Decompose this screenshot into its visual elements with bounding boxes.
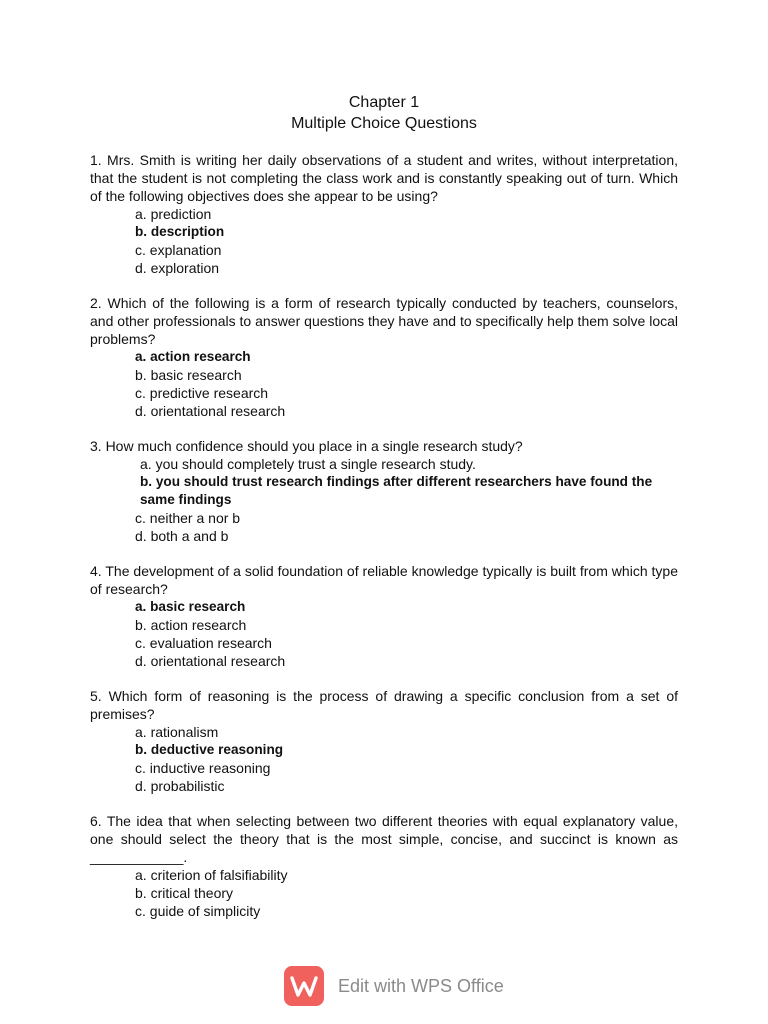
option-d: d. orientational research	[135, 403, 286, 419]
question-2	[90, 294, 678, 420]
document-page	[90, 92, 678, 937]
option-c: c. neither a nor b	[135, 510, 241, 526]
question-stem: 1. Mrs. Smith is writing her daily observations of a student and writes, without interpretation, that the student is not completing the class work and is constantly speaking out of turn. Which of the following objectives does she appear to be using?	[90, 152, 678, 204]
question-stem: 5. Which form of reasoning is the process of drawing a specific conclusion from a set of premises?	[90, 688, 678, 722]
question-1	[90, 151, 678, 277]
option-list	[90, 205, 678, 277]
option-c: c. inductive reasoning	[135, 760, 271, 776]
option-d: d. both a and b	[135, 528, 229, 544]
wps-edit-banner[interactable]	[284, 964, 504, 1008]
wps-w-mark	[289, 971, 319, 1001]
option-d: d. orientational research	[135, 653, 286, 669]
option-b: b. critical theory	[135, 885, 234, 901]
option-a-correct: a. basic research	[135, 599, 246, 614]
question-4	[90, 562, 678, 670]
question-5	[90, 687, 678, 795]
option-c: c. explanation	[135, 242, 222, 258]
option-list	[90, 455, 678, 545]
option-list	[90, 723, 678, 795]
option-c: c. guide of simplicity	[135, 903, 261, 919]
question-3	[90, 437, 678, 545]
question-6	[90, 812, 678, 920]
option-b: b. action research	[135, 617, 247, 633]
option-a-correct: a. action research	[135, 349, 251, 364]
option-c: c. predictive research	[135, 385, 269, 401]
option-list	[90, 866, 678, 920]
wps-edit-link[interactable]: Edit with WPS Office	[338, 975, 504, 996]
option-d: d. probabilistic	[135, 778, 225, 794]
option-list	[90, 348, 678, 420]
question-stem: 3. How much confidence should you place in a single research study?	[90, 438, 523, 454]
option-d: d. exploration	[135, 260, 220, 276]
option-b-correct: b. description	[135, 224, 225, 239]
option-list	[90, 598, 678, 670]
option-a: a. rationalism	[135, 724, 219, 740]
option-a: a. prediction	[135, 206, 212, 222]
chapter-title: Chapter 1	[348, 94, 420, 111]
option-b: b. basic research	[135, 367, 242, 383]
question-stem: 6. The idea that when selecting between two different theories with equal explanatory value, one should select the theory that is the most simple, concise, and succinct is known as ____________.	[90, 813, 678, 865]
option-c: c. evaluation research	[135, 635, 272, 651]
option-b-correct: b. you should trust research findings after different researchers have found the same findings	[140, 474, 653, 507]
option-a: a. you should completely trust a single research study.	[140, 456, 476, 472]
option-a: a. criterion of falsifiability	[135, 867, 288, 883]
question-stem: 2. Which of the following is a form of research typically conducted by teachers, counselors, and other professionals to answer questions they have and to specifically help them solve local problems?	[90, 295, 678, 347]
option-b-correct: b. deductive reasoning	[135, 742, 284, 757]
wps-logo-icon[interactable]	[284, 966, 324, 1006]
chapter-subtitle: Multiple Choice Questions	[291, 115, 477, 132]
question-stem: 4. The development of a solid foundation of reliable knowledge typically is built from which type of research?	[90, 563, 678, 597]
